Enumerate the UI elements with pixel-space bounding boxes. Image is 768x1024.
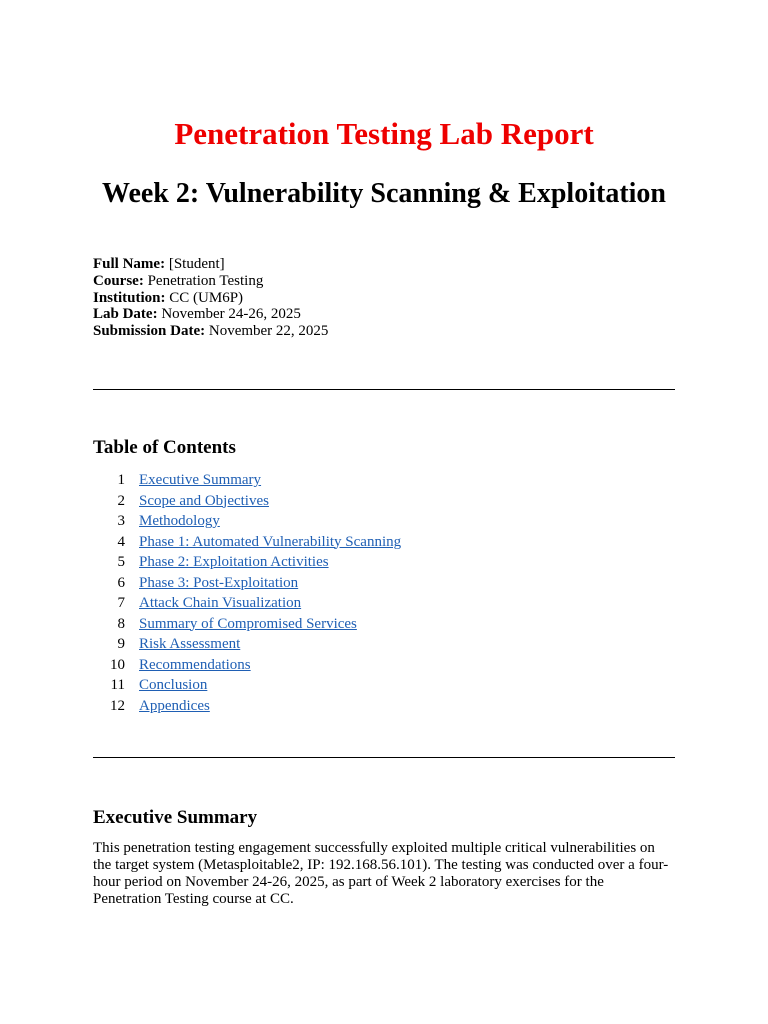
meta-label: Course:	[93, 272, 144, 289]
meta-value: November 22, 2025	[208, 323, 329, 340]
toc-number: 1	[117, 472, 125, 488]
toc-item	[93, 634, 675, 655]
toc-link-attack-chain[interactable]: Attack Chain Visualization	[139, 595, 302, 611]
toc-item	[93, 696, 675, 717]
toc-number: 9	[117, 636, 125, 652]
meta-value: [Student]	[168, 256, 225, 272]
meta-label: Full Name:	[93, 256, 166, 272]
toc-item	[93, 532, 675, 553]
toc-link-appendices[interactable]: Appendices	[139, 697, 210, 714]
horizontal-divider	[93, 757, 675, 758]
toc-number: 11	[110, 677, 125, 693]
toc-number: 8	[117, 615, 125, 632]
meta-course	[93, 273, 675, 290]
report-metadata	[93, 256, 675, 340]
toc-item	[93, 573, 675, 594]
meta-institution	[93, 290, 675, 307]
executive-summary-heading: Executive Summary	[93, 807, 258, 828]
toc-link-scope-and-objectives[interactable]: Scope and Objectives	[139, 492, 269, 509]
document-subtitle: Week 2: Vulnerability Scanning & Exploitation	[102, 178, 666, 209]
toc-item	[93, 491, 675, 512]
meta-value: CC (UM6P)	[169, 289, 244, 306]
toc-item	[93, 552, 675, 573]
table-of-contents	[93, 470, 675, 716]
meta-label: Submission Date:	[93, 323, 206, 340]
toc-number: 6	[117, 574, 125, 591]
toc-number: 7	[117, 595, 125, 611]
toc-link-phase-3[interactable]: Phase 3: Post-Exploitation	[139, 574, 299, 591]
toc-item	[93, 593, 675, 614]
toc-item	[93, 511, 675, 532]
toc-link-phase-2[interactable]: Phase 2: Exploitation Activities	[139, 554, 329, 570]
toc-number: 3	[117, 513, 125, 529]
toc-number: 10	[110, 656, 125, 673]
toc-link-methodology[interactable]: Methodology	[139, 513, 220, 529]
toc-number: 12	[110, 697, 125, 714]
meta-label: Institution:	[93, 289, 166, 306]
toc-link-conclusion[interactable]: Conclusion	[139, 677, 208, 693]
meta-full-name	[93, 256, 675, 273]
meta-value: November 24-26, 2025	[161, 306, 301, 323]
toc-item	[93, 675, 675, 696]
meta-submission-date	[93, 323, 675, 340]
meta-label: Lab Date:	[93, 306, 158, 323]
toc-heading: Table of Contents	[93, 437, 236, 458]
toc-item	[93, 470, 675, 491]
meta-lab-date	[93, 306, 675, 323]
executive-summary-paragraph: This penetration testing engagement successfully exploited multiple critical vulnerabilities on the target system (Metasploitable2, IP: 192.168.56.101). The testing was conducted over a four-hour period on November 24-26, 2025, as part of Week 2 laboratory exercises for the Penetration Testing course at CC.	[93, 840, 669, 907]
document-title: Penetration Testing Lab Report	[174, 116, 594, 151]
toc-link-risk-assessment[interactable]: Risk Assessment	[139, 636, 241, 652]
toc-item	[93, 614, 675, 635]
toc-link-compromised-services[interactable]: Summary of Compromised Services	[139, 615, 357, 632]
toc-number: 2	[117, 492, 125, 509]
toc-link-phase-1[interactable]: Phase 1: Automated Vulnerability Scanning	[139, 533, 402, 550]
toc-number: 4	[117, 533, 125, 550]
toc-item	[93, 655, 675, 676]
meta-value: Penetration Testing	[147, 272, 264, 289]
horizontal-divider	[93, 389, 675, 390]
toc-number: 5	[117, 554, 125, 570]
toc-link-executive-summary[interactable]: Executive Summary	[139, 472, 262, 488]
toc-link-recommendations[interactable]: Recommendations	[139, 656, 251, 673]
